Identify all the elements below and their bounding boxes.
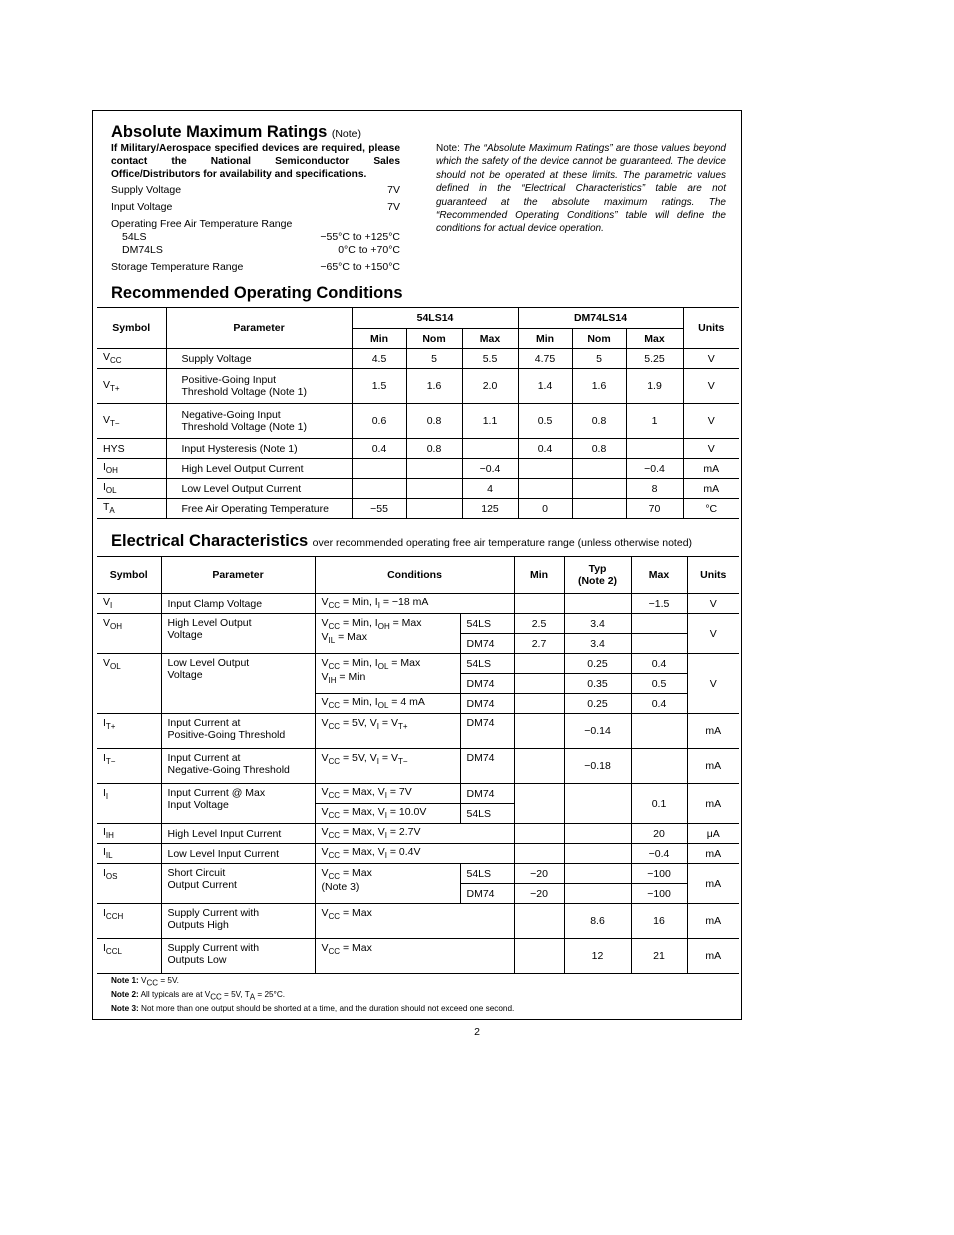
roc-value <box>518 459 572 479</box>
roc-value: 5.25 <box>626 349 683 369</box>
ec-min <box>514 674 564 694</box>
ec-h-symbol: Symbol <box>97 557 161 594</box>
roc-value: 5.5 <box>462 349 518 369</box>
ec-min <box>514 904 564 939</box>
ec-dev: 54LS <box>460 864 514 884</box>
roc-table <box>97 307 739 519</box>
ec-unit: mA <box>687 749 739 784</box>
ec-row-iccl <box>97 939 739 974</box>
roc-header-row <box>97 308 739 329</box>
ec-h-typ: Typ (Note 2) <box>564 557 631 594</box>
roc-param: Input Hysteresis (Note 1) <box>166 439 352 459</box>
amr-title: Absolute Maximum Ratings <box>111 123 328 141</box>
roc-param: High Level Output Current <box>166 459 352 479</box>
ec-h-param: Parameter <box>161 557 315 594</box>
roc-row <box>97 404 739 439</box>
roc-value <box>462 439 518 459</box>
ec-max: −100 <box>631 884 687 904</box>
roc-title: Recommended Operating Conditions <box>111 284 403 302</box>
ec-title: Electrical Characteristics <box>111 532 309 550</box>
footnote-3: Note 3: Not more than one output should be shorted at a time, and the duration should not exceed one second. <box>111 1004 515 1013</box>
ec-typ <box>564 594 631 614</box>
roc-value <box>572 459 626 479</box>
ec-sym-itn: $I_{T-}$ <box>97 749 161 784</box>
roc-unit: V <box>683 404 739 439</box>
ec-heading <box>111 532 692 551</box>
roc-value <box>406 479 462 499</box>
roc-symbol: $V_{CC}$ <box>97 349 166 369</box>
roc-value: 1.5 <box>352 369 406 404</box>
roc-value: 4.5 <box>352 349 406 369</box>
roc-h-min: Min <box>518 329 572 349</box>
ec-param: Input Clamp Voltage <box>161 594 315 614</box>
ec-dev: DM74 <box>460 674 514 694</box>
ec-sym-itp: $I_{T+}$ <box>97 714 161 749</box>
ec-param: Low Level Input Current <box>161 844 315 864</box>
ec-cond: $V_{CC}$ = Min, $I_{OL} = 4$ mA <box>315 694 460 714</box>
ec-unit: mA <box>687 784 739 824</box>
ec-max <box>631 714 687 749</box>
roc-h-param: Parameter <box>166 308 352 349</box>
roc-value: 0.8 <box>572 439 626 459</box>
roc-value: −0.4 <box>626 459 683 479</box>
amr-temp-54-value: −55°C to +125°C <box>320 231 400 243</box>
ec-typ <box>564 784 631 824</box>
ec-cond: $V_{CC}$ = Max (Note 3) <box>315 864 460 904</box>
ec-param: Low Level Output Voltage <box>161 654 315 714</box>
ec-param: Input Current at Negative-Going Threshold <box>161 749 315 784</box>
ec-max: 0.1 <box>631 784 687 824</box>
amr-temp-54-label: 54LS <box>122 231 147 243</box>
ec-row-vol <box>97 654 739 674</box>
ec-cond: $V_{CC}$ = Max <box>315 904 514 939</box>
roc-unit: V <box>683 349 739 369</box>
amr-supply-value: 7V <box>387 184 400 196</box>
ec-min <box>514 594 564 614</box>
ec-min <box>514 694 564 714</box>
ec-dev: DM74 <box>460 884 514 904</box>
ec-unit: mA <box>687 939 739 974</box>
ec-min: 2.5 <box>514 614 564 634</box>
ec-min <box>514 824 564 844</box>
roc-value: 125 <box>462 499 518 519</box>
roc-row <box>97 459 739 479</box>
ec-max: 0.5 <box>631 674 687 694</box>
amr-heading <box>111 123 361 142</box>
roc-h-max: Max <box>462 329 518 349</box>
ec-typ: 3.4 <box>564 614 631 634</box>
roc-unit: mA <box>683 479 739 499</box>
ec-typ: 0.25 <box>564 694 631 714</box>
roc-value: 0.8 <box>406 439 462 459</box>
ec-min <box>514 784 564 824</box>
roc-h-nom: Nom <box>572 329 626 349</box>
ec-row-itn <box>97 749 739 784</box>
ec-row-itp <box>97 714 739 749</box>
amr-supply-row <box>111 184 400 196</box>
roc-param: Negative-Going Input Threshold Voltage (Note 1) <box>166 404 352 439</box>
roc-value: 5 <box>406 349 462 369</box>
amr-temp-54-row <box>111 231 400 243</box>
ec-sym-iih: $I_{IH}$ <box>97 824 161 844</box>
roc-value <box>572 499 626 519</box>
ec-sym-iccl: $I_{CCL}$ <box>97 939 161 974</box>
ec-cond: $V_{CC}$ = Max, $V_I = 0.4V$ <box>315 844 514 864</box>
ec-unit: V <box>687 614 739 654</box>
roc-symbol: HYS <box>97 439 166 459</box>
roc-value: 0.4 <box>352 439 406 459</box>
roc-value: −55 <box>352 499 406 519</box>
roc-param: Supply Voltage <box>166 349 352 369</box>
amr-input-label: Input Voltage <box>111 201 173 213</box>
amr-input-value: 7V <box>387 201 400 213</box>
ec-typ: 0.35 <box>564 674 631 694</box>
ec-typ: −0.18 <box>564 749 631 784</box>
ec-min <box>514 714 564 749</box>
ec-dev: DM74 <box>460 749 514 784</box>
ec-sym-vol: $V_{OL}$ <box>97 654 161 714</box>
ec-min: 2.7 <box>514 634 564 654</box>
roc-row <box>97 439 739 459</box>
roc-value: 1.9 <box>626 369 683 404</box>
ec-dev: DM74 <box>460 784 514 804</box>
ec-unit: V <box>687 654 739 714</box>
ec-cond: $V_{CC}$ = Max, $V_I = 7V$ <box>315 784 460 804</box>
ec-cond: $V_{CC}$ = Max, $V_I = 10.0V$ <box>315 804 460 824</box>
roc-value <box>352 479 406 499</box>
ec-sym-icch: $I_{CCH}$ <box>97 904 161 939</box>
roc-value: 0 <box>518 499 572 519</box>
roc-h-nom: Nom <box>406 329 462 349</box>
ec-h-cond: Conditions <box>315 557 514 594</box>
ec-cond: $V_{CC}$ = Max, $V_I = 2.7V$ <box>315 824 514 844</box>
amr-storage-label: Storage Temperature Range <box>111 261 244 273</box>
roc-row <box>97 499 739 519</box>
ec-dev: DM74 <box>460 634 514 654</box>
ec-param: Short Circuit Output Current <box>161 864 315 904</box>
roc-value: 0.6 <box>352 404 406 439</box>
footnote-2: Note 2: All typicals are at $V_{CC} = 5V$, $T_A = 25^\circ C$. <box>111 990 286 1002</box>
ec-unit: mA <box>687 844 739 864</box>
ec-unit: mA <box>687 864 739 904</box>
ec-sym-voh: $V_{OH}$ <box>97 614 161 654</box>
amr-note-text: The “Absolute Maximum Ratings” are those values beyond which the safety of the device cannot be guaranteed. The device should not be operated at these limits. The parametric values defined in the “Electrical Characteristics” table are not guaranteed at the absolute maximum ratings. The “Recommended Operating Conditions” table will define the conditions for actual device operation. <box>436 143 726 235</box>
ec-max: 0.4 <box>631 694 687 714</box>
amr-note-prefix: Note: <box>436 143 460 154</box>
ec-header-row <box>97 557 739 594</box>
ec-max: −0.4 <box>631 844 687 864</box>
amr-temp-row <box>111 218 400 230</box>
ec-sym-ii: $I_I$ <box>97 784 161 824</box>
ec-min <box>514 749 564 784</box>
roc-value: 1.6 <box>572 369 626 404</box>
page-number: 2 <box>474 1026 480 1038</box>
roc-row <box>97 349 739 369</box>
roc-value: 1 <box>626 404 683 439</box>
ec-row-voh <box>97 614 739 634</box>
ec-min: −20 <box>514 884 564 904</box>
roc-value: 8 <box>626 479 683 499</box>
ec-typ <box>564 864 631 884</box>
ec-typ: 3.4 <box>564 634 631 654</box>
ec-dev: DM74 <box>460 694 514 714</box>
amr-supply-label: Supply Voltage <box>111 184 182 196</box>
ec-typ <box>564 824 631 844</box>
ec-sym-ios: $I_{OS}$ <box>97 864 161 904</box>
roc-value <box>406 459 462 479</box>
ec-h-units: Units <box>687 557 739 594</box>
roc-h-symbol: Symbol <box>97 308 166 349</box>
roc-param: Free Air Operating Temperature <box>166 499 352 519</box>
ec-unit: V <box>687 594 739 614</box>
ec-param: Input Current at Positive-Going Threshold <box>161 714 315 749</box>
ec-param: Input Current @ Max Input Voltage <box>161 784 315 824</box>
ec-typ: 12 <box>564 939 631 974</box>
ec-cond: $V_{CC}$ = Max <box>315 939 514 974</box>
footnote-1: Note 1: $V_{CC} = 5V$. <box>111 976 179 988</box>
ec-dev: DM74 <box>460 714 514 749</box>
ec-sym-iil: $I_{IL}$ <box>97 844 161 864</box>
ec-h-max: Max <box>631 557 687 594</box>
amr-note <box>436 142 726 236</box>
ec-cond: $V_{CC} = 5V$, $V_I = V_{T+}$ <box>315 714 460 749</box>
ec-cond: $V_{CC}$ = Min, $I_{OL}$ = Max $V_{IH}$ = Min <box>315 654 460 694</box>
roc-value: 0.8 <box>406 404 462 439</box>
amr-temp-dm-row <box>111 244 400 256</box>
ec-unit: mA <box>687 714 739 749</box>
roc-value: 1.1 <box>462 404 518 439</box>
ec-row-icch <box>97 904 739 939</box>
roc-value <box>406 499 462 519</box>
ec-typ <box>564 844 631 864</box>
roc-row <box>97 369 739 404</box>
ec-min <box>514 939 564 974</box>
roc-value: 1.6 <box>406 369 462 404</box>
ec-typ: 0.25 <box>564 654 631 674</box>
ec-h-min: Min <box>514 557 564 594</box>
roc-value: 2.0 <box>462 369 518 404</box>
ec-param: Supply Current with Outputs Low <box>161 939 315 974</box>
ec-max: 20 <box>631 824 687 844</box>
ec-max <box>631 749 687 784</box>
ec-cond: $V_{CC} = 5V$, $V_I = V_{T-}$ <box>315 749 460 784</box>
ec-typ: −0.14 <box>564 714 631 749</box>
ec-param: Supply Current with Outputs High <box>161 904 315 939</box>
amr-storage-value: −65°C to +150°C <box>320 261 400 273</box>
ec-cond: $V_{CC}$ = Min, $I_I = -18$ mA <box>315 594 514 614</box>
ec-dev: 54LS <box>460 654 514 674</box>
ec-max: −1.5 <box>631 594 687 614</box>
ec-row-iil <box>97 844 739 864</box>
amr-temp-label: Operating Free Air Temperature Range <box>111 218 293 230</box>
ec-typ: 8.6 <box>564 904 631 939</box>
roc-symbol: $T_A$ <box>97 499 166 519</box>
ec-max: 16 <box>631 904 687 939</box>
amr-temp-dm-label: DM74LS <box>122 244 163 256</box>
ec-max: −100 <box>631 864 687 884</box>
ec-table <box>97 556 739 974</box>
roc-value <box>352 459 406 479</box>
roc-h-dm: DM74LS14 <box>518 308 683 329</box>
ec-param: High Level Input Current <box>161 824 315 844</box>
roc-symbol: $I_{OL}$ <box>97 479 166 499</box>
roc-unit: °C <box>683 499 739 519</box>
roc-body <box>97 349 739 519</box>
roc-unit: V <box>683 369 739 404</box>
ec-unit: mA <box>687 904 739 939</box>
roc-symbol: $V_{T-}$ <box>97 404 166 439</box>
roc-value: 0.4 <box>518 439 572 459</box>
roc-h-max: Max <box>626 329 683 349</box>
roc-h-units: Units <box>683 308 739 349</box>
roc-symbol: $V_{T+}$ <box>97 369 166 404</box>
roc-value <box>626 439 683 459</box>
roc-value: 0.8 <box>572 404 626 439</box>
roc-value: 1.4 <box>518 369 572 404</box>
ec-max <box>631 614 687 634</box>
ec-dev: 54LS <box>460 804 514 824</box>
roc-value: 0.5 <box>518 404 572 439</box>
roc-value: 4 <box>462 479 518 499</box>
ec-cond: $V_{CC}$ = Min, $I_{OH}$ = Max $V_{IL}$ = Max <box>315 614 460 654</box>
roc-h-min: Min <box>352 329 406 349</box>
roc-unit: mA <box>683 459 739 479</box>
ec-max <box>631 634 687 654</box>
ec-row-iih <box>97 824 739 844</box>
datasheet-frame <box>92 110 742 1020</box>
amr-warning: If Military/Aerospace specified devices are required, please contact the National Semiconductor Sales Office/Distributors for availability and specifications. <box>111 143 400 180</box>
roc-row <box>97 479 739 499</box>
roc-param: Positive-Going Input Threshold Voltage (Note 1) <box>166 369 352 404</box>
amr-title-note: (Note) <box>331 128 362 140</box>
roc-param: Low Level Output Current <box>166 479 352 499</box>
ec-min <box>514 844 564 864</box>
ec-max: 0.4 <box>631 654 687 674</box>
ec-min: −20 <box>514 864 564 884</box>
roc-value: 4.75 <box>518 349 572 369</box>
ec-row-vi <box>97 594 739 614</box>
roc-value <box>518 479 572 499</box>
roc-unit: V <box>683 439 739 459</box>
ec-typ <box>564 884 631 904</box>
ec-row-ii <box>97 784 739 804</box>
roc-symbol: $I_{OH}$ <box>97 459 166 479</box>
roc-value: 5 <box>572 349 626 369</box>
amr-input-row <box>111 201 400 213</box>
ec-sym-vi: $V_I$ <box>97 594 161 614</box>
ec-subtitle: over recommended operating free air temperature range (unless otherwise noted) <box>312 537 693 549</box>
roc-value: −0.4 <box>462 459 518 479</box>
ec-row-ios <box>97 864 739 884</box>
ec-unit: μA <box>687 824 739 844</box>
ec-min <box>514 654 564 674</box>
ec-param: High Level Output Voltage <box>161 614 315 654</box>
roc-value <box>572 479 626 499</box>
ec-max: 21 <box>631 939 687 974</box>
amr-temp-dm-value: 0°C to +70°C <box>338 244 400 256</box>
amr-storage-row <box>111 261 400 273</box>
roc-value: 70 <box>626 499 683 519</box>
ec-dev: 54LS <box>460 614 514 634</box>
roc-h-54: 54LS14 <box>352 308 518 329</box>
